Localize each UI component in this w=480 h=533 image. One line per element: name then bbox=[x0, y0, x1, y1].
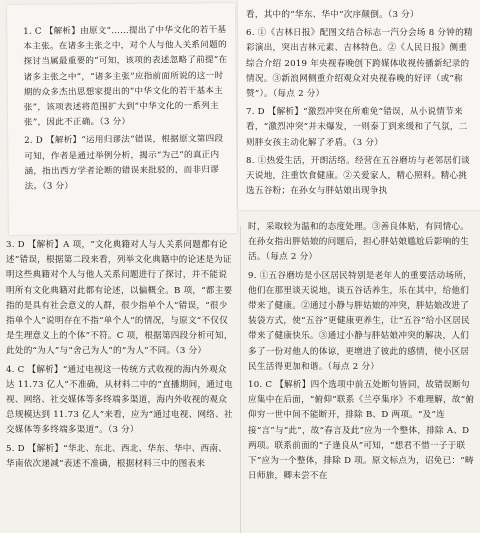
answer-3: 3. D 【解析】A 项，“文化典籍对人与人关系问题都有论述”错误，根据第二段来看，列举文化典籍中的论述是为证明这些典籍对个人与他人关系问题进行了探讨，并不能说明所有文化典籍对此都有论述，以偏概全。B 项，“都主要指的是具有社会意义的人群，很少指单个人”错误，“很少指单个人”说明存在不指“单个人”的情况，与原文“不仅仅是生理意义上的个体”不符。C 项，根据第四段分析可知，此处的“为人”与“舍己为人”的“为人”不同。（3 分） bbox=[6, 240, 233, 357]
answer-8: 8. ①热爱生活，开朗活络。经营在五谷磨坊与老邻居们谈天说地，注重饮食健康。②关爱家人，精心照料。精心挑选五谷粉；在孙女与胖姑娘出现争执 bbox=[246, 155, 470, 197]
answer-10: 10. C 【解析】四个选项中前五处断句皆同，故错误断句应集中在后面，“俯仰”联系《兰亭集序》不难理解，故“俯仰穷一世中间不能断开，排除 B、D 两项。“及”连接“言”与“此”，故“春言及此”应为一个整体，排除 A、D 两项。联系前面的“子逢良从”可知，“想君不惜一子于联下”应为一个整体，排除 D 项。原文标点为，诏免已：“畴日师旅，卿未尝不在 bbox=[248, 380, 475, 482]
answer-9: 9. ①五谷磨坊是小区居民特别是老年人的重要活动场所，他们在那里谈天说地，谈五谷话养生，乐在其中，给他们带来了健康。②通过小静与胖姑娘的冲突，胖姑娘改进了装袋方式，使“五谷”更健康更养生，让“五谷”给小区居民带来了健康快乐。③通过小静与胖姑娘冲突的解决，人们多了一份对他人的体谅，更增进了彼此的感情，使小区居民生活得更加和谐。（每点 2 分） bbox=[248, 270, 472, 372]
answer-8-continued: 时，采取较为温和的态度处理。③善良体贴，有同情心。在孙女指出胖姑娘的问题后，担心胖姑娘尴尬后影响的生活。（每点 2 分） bbox=[248, 222, 470, 263]
answer-1: 1. C 【解析】由原文“……提出了中华文化的若干基本主张。在诸多主张之中，对个人与他人关系问题的探讨当属最重要的”可知，该项的表述忽略了前提“在诸多主张之中”，“诸多主张”应指前面所说的这一时期的众多杰出思想家提出的“中华文化的若干基本主张”，该项表述将范围扩大到“中华文化的一系列主张”，因此不正确。（3 分） bbox=[23, 25, 228, 129]
answers-5-8-panel bbox=[238, 0, 480, 210]
answer-6: 6. ①《吉林日报》配图文结合标志一汽分会场 8 分钟的精彩演出，突出吉林元素、吉林特色。②《人民日报》侧重综合介绍 2019 年央视春晚创下跨媒体收视传播新纪录的情况。③新浪网侧重介绍观众对央视春晚的好评（或“称赞”）。（每点 2 分） bbox=[246, 28, 473, 100]
answer-5-continued: 看，其中的“华东、华中”次序颠倒。（3 分） bbox=[246, 10, 419, 20]
answers-1-2-panel bbox=[7, 3, 237, 235]
answer-4: 4. C 【解析】“通过电视这一传统方式收视的海内外观众达 11.73 亿人”不准确，从材料二中的“直播期间，通过电视、网络、社交媒体等多终端多渠道，海内外收视的观众总规模达到 11.73 亿人”来看，应为“通过电视、网络、社交媒体等多终端多渠道”。（3 分） bbox=[6, 364, 233, 436]
column-divider bbox=[240, 226, 241, 533]
answer-5: 5. D 【解析】“华北、东北、西北、华东、华中、西南、华南依次递减”表述不准确，根据材料三中的图表来 bbox=[6, 443, 228, 469]
answer-2: 2. D 【解析】“运用归谬法”错误，根据原文第四段可知，作者是通过举例分析，揭示“为己”的真正内涵，指出西方学者论断的错误来批驳的，而非归谬法。（3 分） bbox=[24, 134, 224, 192]
answers-8-10-panel bbox=[242, 218, 480, 533]
answer-7: 7. D 【解析】“激烈冲突在所难免”错误，从小说情节来看，“激烈冲突”并未爆发，一则泰丁到来缓和了气氛，二则胖女孩主动化解了矛盾。（3 分） bbox=[246, 107, 468, 148]
answers-3-5-panel bbox=[0, 236, 240, 533]
